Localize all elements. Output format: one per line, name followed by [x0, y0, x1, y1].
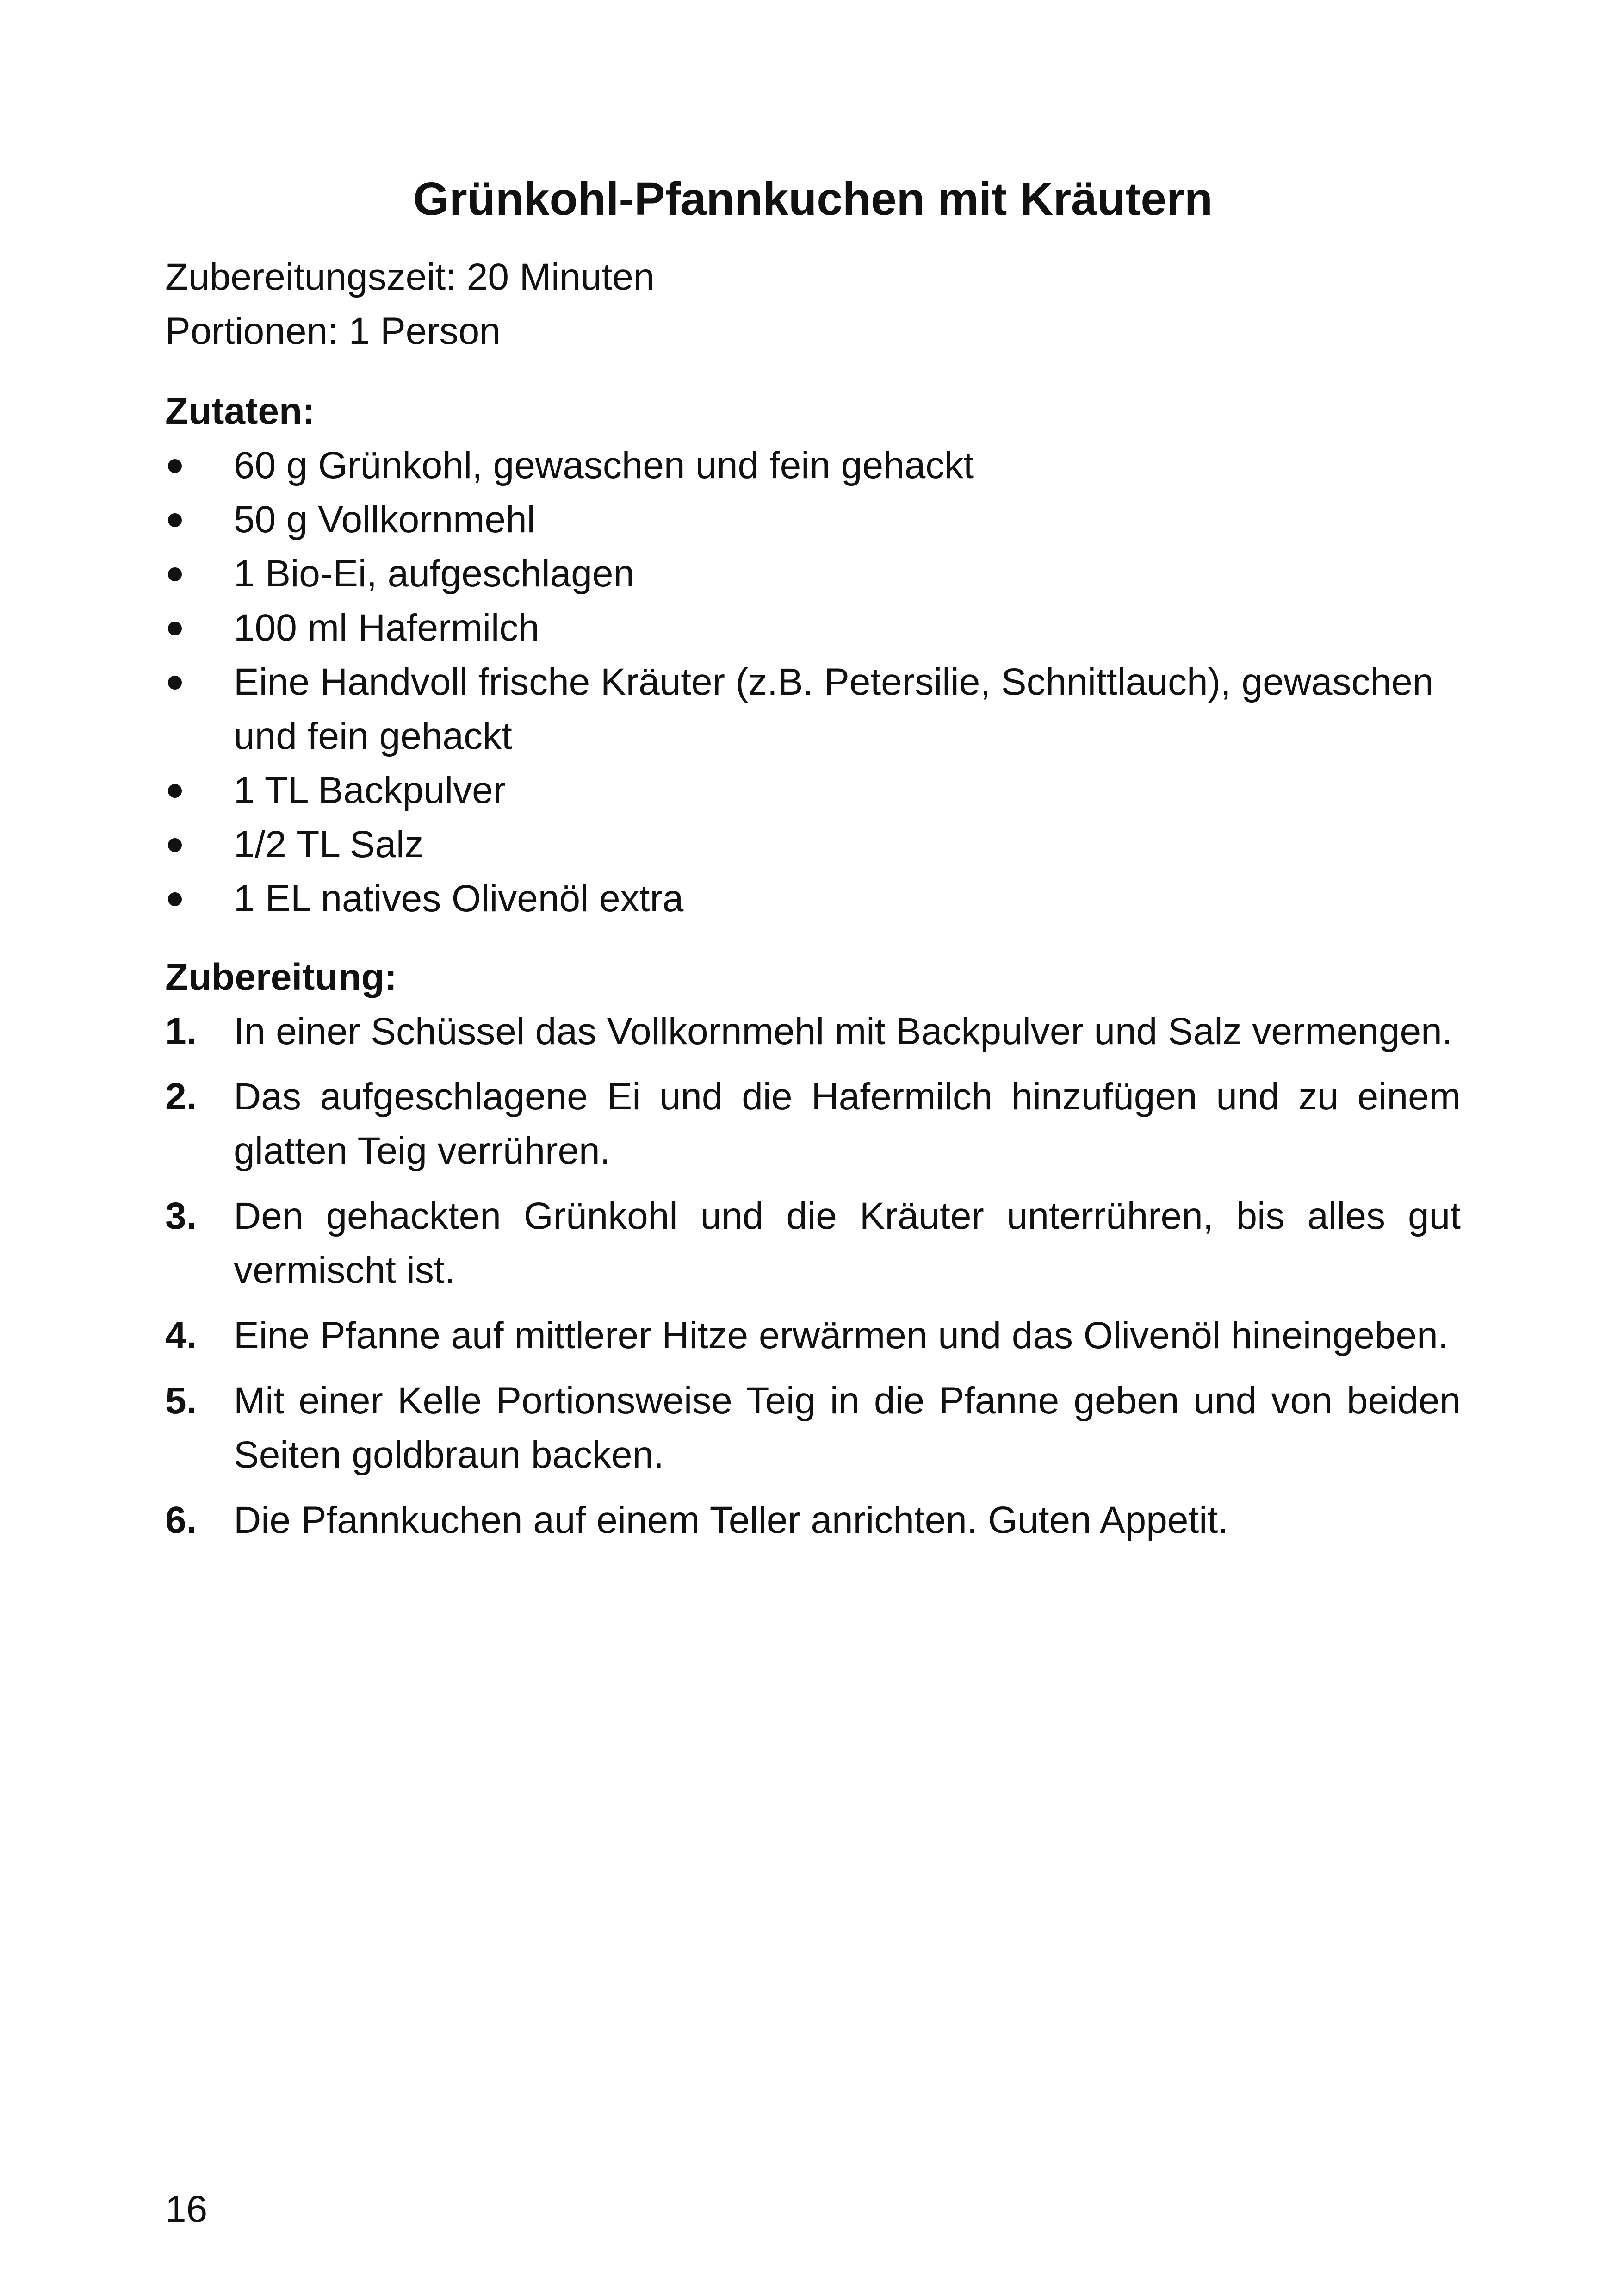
ingredient-text: 60 g Grünkohl, gewaschen und fein gehackt — [234, 444, 974, 486]
bullet-icon — [168, 784, 182, 798]
bullet-icon — [168, 892, 182, 906]
step-number: 4. — [165, 1314, 197, 1356]
step-number: 5. — [165, 1380, 197, 1422]
ingredient-text: 1 EL natives Olivenöl extra — [234, 877, 684, 920]
ingredient-item — [165, 601, 1461, 655]
ingredient-item — [165, 547, 1461, 601]
bullet-icon — [168, 567, 182, 581]
step-item — [165, 1070, 1461, 1178]
ingredient-text: 50 g Vollkornmehl — [234, 498, 535, 541]
step-item — [165, 1004, 1461, 1058]
ingredient-text: 1/2 TL Salz — [234, 823, 424, 865]
step-text: In einer Schüssel das Vollkornmehl mit Backpulver und Salz vermengen. — [234, 1010, 1453, 1052]
ingredient-text: 1 TL Backpulver — [234, 769, 506, 811]
ingredient-item — [165, 438, 1461, 492]
bullet-icon — [168, 676, 182, 690]
step-text: Die Pfannkuchen auf einem Teller anrichten. Guten Appetit. — [234, 1499, 1229, 1541]
ingredients-heading: Zutaten: — [165, 390, 315, 432]
recipe-title: Grünkohl-Pfannkuchen mit Kräutern — [413, 173, 1213, 225]
ingredient-text: Eine Handvoll frische Kräuter (z.B. Petersilie, Schnittlauch), gewaschen und fein gehackt — [234, 661, 1434, 757]
ingredient-text: 100 ml Hafermilch — [234, 607, 539, 649]
step-item — [165, 1493, 1461, 1547]
preparation-heading: Zubereitung: — [165, 956, 397, 998]
prep-time: Zubereitungszeit: 20 Minuten — [165, 256, 655, 298]
ingredient-item — [165, 492, 1461, 547]
bullet-icon — [168, 513, 182, 527]
step-number: 6. — [165, 1499, 197, 1541]
page-number: 16 — [165, 2188, 208, 2230]
ingredient-text: 1 Bio-Ei, aufgeschlagen — [234, 553, 635, 595]
step-text: Den gehackten Grünkohl und die Kräuter unterrühren, bis alles gut vermischt ist. — [234, 1195, 1461, 1291]
ingredient-item — [165, 871, 1461, 926]
ingredients-list — [165, 438, 1461, 926]
step-text: Das aufgeschlagene Ei und die Hafermilch hinzufügen und zu einem glatten Teig verrühren. — [234, 1076, 1461, 1172]
ingredient-item — [165, 655, 1461, 763]
ingredient-item — [165, 817, 1461, 871]
step-number: 2. — [165, 1076, 197, 1118]
ingredient-item — [165, 763, 1461, 817]
bullet-icon — [168, 459, 182, 473]
bullet-icon — [168, 622, 182, 635]
step-text: Eine Pfanne auf mittlerer Hitze erwärmen und das Olivenöl hineingeben. — [234, 1314, 1449, 1356]
step-text: Mit einer Kelle Portionsweise Teig in die Pfanne geben und von beiden Seiten goldbraun backen. — [234, 1380, 1461, 1476]
step-item — [165, 1189, 1461, 1297]
servings: Portionen: 1 Person — [165, 310, 501, 352]
step-item — [165, 1308, 1461, 1363]
bullet-icon — [168, 838, 182, 852]
step-item — [165, 1374, 1461, 1482]
preparation-steps — [165, 1004, 1461, 1558]
step-number: 1. — [165, 1010, 197, 1052]
step-number: 3. — [165, 1195, 197, 1237]
